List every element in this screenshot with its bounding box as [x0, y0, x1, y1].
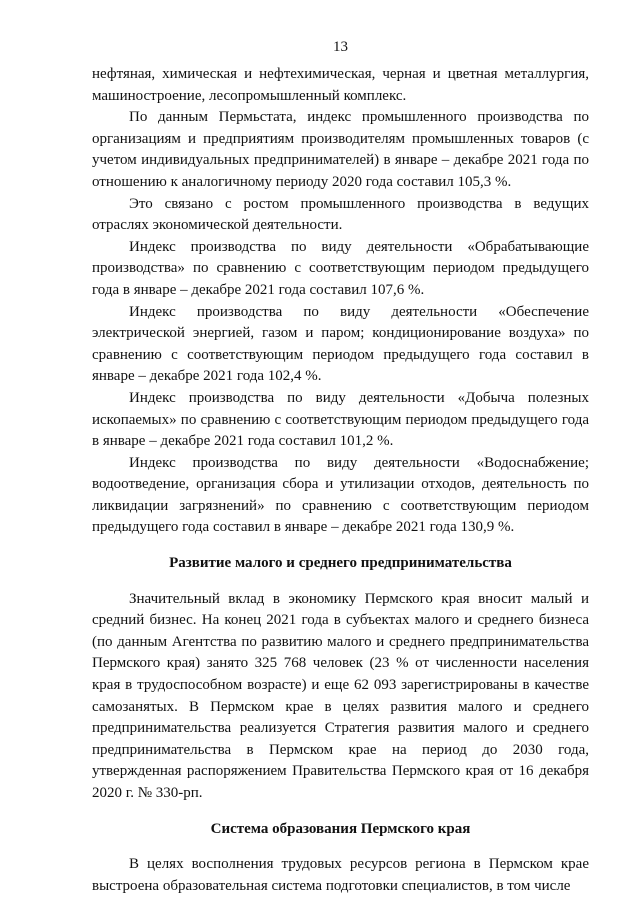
paragraph-manufacturing-index: Индекс производства по виду деятельности «Обрабатывающие производства» по сравнению с соответствующим периодом предыдущего года в январе – декабре 2021 года составил 107,6 %.: [92, 238, 589, 298]
paragraph-water-index: Индекс производства по виду деятельности «Водоснабжение; водоотведение, организация сбора и утилизации отходов, деятельность по ликвидации загрязнений» по сравнению с соответствующим периодом предыдущего года составил в январе – декабре 2021 года 130,9 %.: [92, 454, 589, 536]
paragraph-growth-reason: Это связано с ростом промышленного производства в ведущих отраслях экономической деятельности.: [92, 195, 589, 234]
paragraph-industrial-index: По данным Пермьстата, индекс промышленного производства по организациям и предприятиям производителям промышленных товаров (с учетом индивидуальных предпринимателей) в январе – декабре 2021 года по отношению к аналогичному периоду 2020 года составил 105,3 %.: [92, 109, 589, 190]
paragraph-industries-list: нефтяная, химическая и нефтехимическая, черная и цветная металлургия, машиностроение, лесопромышленный комплекс.: [92, 66, 589, 104]
paragraph-mining-index: Индекс производства по виду деятельности «Добыча полезных ископаемых» по сравнению с соответствующим периодом предыдущего года в январе – декабре 2021 года составил 101,2 %.: [92, 389, 589, 450]
section-heading-education: Система образования Пермского края: [210, 820, 471, 837]
document-page: [92, 38, 589, 897]
section-heading-small-business: Развитие малого и среднего предпринимательства: [169, 555, 512, 572]
paragraph-energy-index: Индекс производства по виду деятельности «Обеспечение электрической энергией, газом и паром; кондиционирование воздуха» по сравнению с соответствующим периодом предыдущего года составил в январе – декабре 2021 года 102,4 %.: [92, 303, 589, 385]
page-number: 13: [333, 39, 348, 55]
paragraph-small-business: Значительный вклад в экономику Пермского края вносит малый и средний бизнес. На конец 2021 года в субъектах малого и среднего бизнеса (по данным Агентства по развитию малого и среднего предпринимательства Пермского края) занято 325 768 человек (23 % от численности населения края в трудоспособном возрасте) и еще 62 093 зарегистрированы в качестве самозанятых. В Пермском крае в целях развития малого и среднего предпринимательства реализуется Стратегия развития малого и среднего предпринимательства в Пермском крае на период до 2030 года, утвержденная распоряжением Правительства Пермского края от 16 декабря 2020 г. № 330-рп.: [92, 590, 589, 801]
paragraph-education: В целях восполнения трудовых ресурсов региона в Пермском крае выстроена образовательная система подготовки специалистов, в том числе: [92, 856, 589, 894]
